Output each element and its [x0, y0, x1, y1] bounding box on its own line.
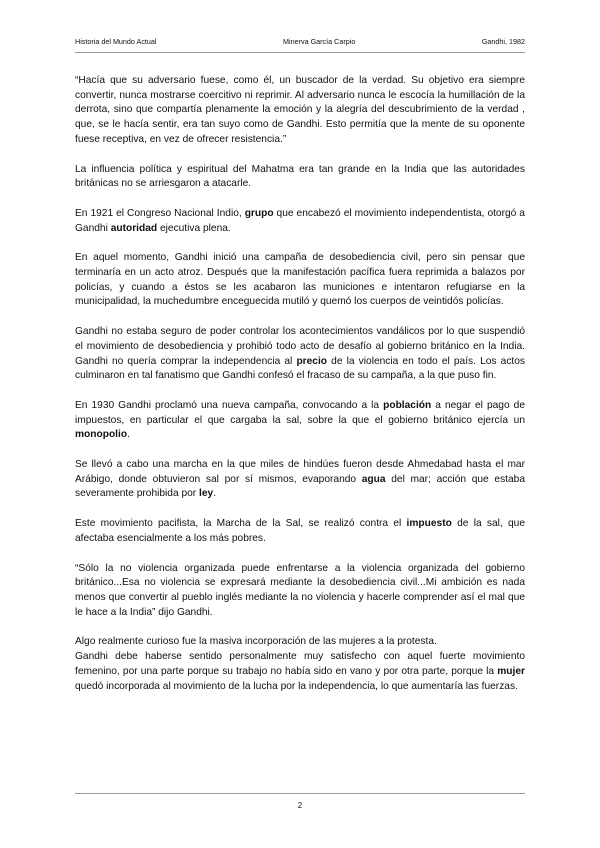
- paragraph: [75, 635, 525, 650]
- header-course-title: Historia del Mundo Actual: [75, 37, 157, 46]
- paragraph-text: Gandhi no estaba seguro de poder controlar los acontecimientos vandálicos por lo que suspendió el movimiento de desobediencia y prohibió todo acto de desafío al gobierno británico en la India. Gandhi no quería comprar la independencia al: [75, 326, 525, 367]
- bold-term: precio: [296, 355, 328, 367]
- page-header: [75, 37, 525, 46]
- paragraph-text: Algo realmente curioso fue la masiva incorporación de las mujeres a la protesta.: [75, 636, 437, 648]
- paragraph-text: En 1921 el Congreso Nacional Indio,: [75, 207, 245, 219]
- paragraph: [75, 650, 525, 694]
- paragraph-text: de la sal, que afectaba esencialmente a los más pobres.: [75, 518, 525, 544]
- header-author: Minerva García Carpio: [283, 37, 356, 46]
- paragraph: [75, 207, 525, 236]
- paragraph-text: .: [213, 488, 217, 500]
- paragraph-text: La influencia política y espiritual del Mahatma era tan grande en la India que las autoridades británicas no se arriesgaron a atacarle.: [75, 163, 525, 190]
- bold-term: monopolio: [75, 429, 128, 441]
- paragraph-text: de la violencia en todo el país. Los actos culminaron en tal fanatismo que Gandhi confesó el fracaso de su campaña, a la que puso fin.: [75, 355, 526, 382]
- paragraph-text: En 1930 Gandhi proclamó una nueva campaña, convocando a la: [75, 399, 384, 411]
- paragraph-text: a negar el pago de impuestos, en particular el que cargaba la sal, sobre la que el gobierno británico ejercía un: [75, 399, 525, 426]
- paragraph-text: ejecutiva plena.: [157, 222, 231, 234]
- paragraph-text: del mar; acción que estaba severamente prohibida por: [75, 473, 525, 500]
- footer-divider: [75, 793, 525, 794]
- paragraph-text: quedó incorporada al movimiento de la lucha por la independencia, lo que aumentaría las fuerzas.: [75, 680, 518, 692]
- paragraph: [75, 562, 525, 621]
- paragraph-text: “Sólo la no violencia organizada puede enfrentarse a la violencia organizada del gobierno británico...Esa no violencia se expresará mediante la desobediencia civil...Mi ambición es nada menos que convertir al pueblo inglés mediante la no violencia y hacerle comprender así el mal que le hace a la India” dijo Gandhi.: [75, 562, 525, 618]
- paragraph-text: Gandhi debe haberse sentido personalmente muy satisfecho con aquel fuerte movimiento femenino, por una parte porque su trabajo no había sido en vano y por otra parte, porque la: [75, 651, 525, 677]
- paragraph: [75, 458, 525, 502]
- document-body: [75, 74, 525, 709]
- paragraph-text: “Hacía que su adversario fuese, como él, un buscador de la verdad. Su objetivo era siempre convertir, nunca mostrarse coercitivo ni reprimir. Al adversario nunca le escocía la humillación de la derrota, sino que compartía plenamente la emoción y la alegría del descubrimiento de la verdad , que, se le hacía sentir, era tan suyo como de Gandhi. Esto permitía que la mente de su oponente fuese receptiva, en vez de ofrecer resistencia.”: [75, 75, 525, 145]
- bold-term: impuesto: [406, 518, 452, 530]
- page-number: 2: [297, 801, 303, 810]
- header-divider: [75, 52, 525, 53]
- paragraph: [75, 399, 525, 443]
- paragraph: [75, 251, 525, 310]
- paragraph: [75, 325, 525, 384]
- paragraph: [75, 517, 525, 546]
- paragraph-text: Este movimiento pacifista, la Marcha de la Sal, se realizó contra el: [75, 518, 407, 530]
- bold-term: autoridad: [110, 222, 158, 234]
- bold-term: ley: [199, 488, 214, 500]
- paragraph: [75, 74, 525, 148]
- bold-term: población: [383, 399, 432, 411]
- paragraph: [75, 163, 525, 192]
- bold-term: agua: [361, 473, 386, 485]
- header-document-title: Gandhi, 1982: [481, 37, 525, 46]
- paragraph-text: Se llevó a cabo una marcha en la que miles de hindúes fueron desde Ahmedabad hasta el mar Arábigo, donde obtuvieron sal por sí mismos, evaporando: [75, 459, 525, 485]
- bold-term: grupo: [244, 207, 274, 219]
- bold-term: mujer: [497, 665, 525, 677]
- paragraph-text: .: [127, 429, 130, 441]
- paragraph-text: En aquel momento, Gandhi inició una campaña de desobediencia civil, pero sin pensar que terminaría en un acto atroz. Después que la manifestación pacífica fuera reprimida a balazos por policías, y cuando a éstos se les acabaron las municiones e intentaron refugiarse en la municipalidad, la muchedumbre enceguecida mutiló y quemó los cuerpos de veintidós policías.: [75, 252, 525, 308]
- paragraph-text: que encabezó el movimiento independentista, otorgó a Gandhi: [75, 207, 525, 234]
